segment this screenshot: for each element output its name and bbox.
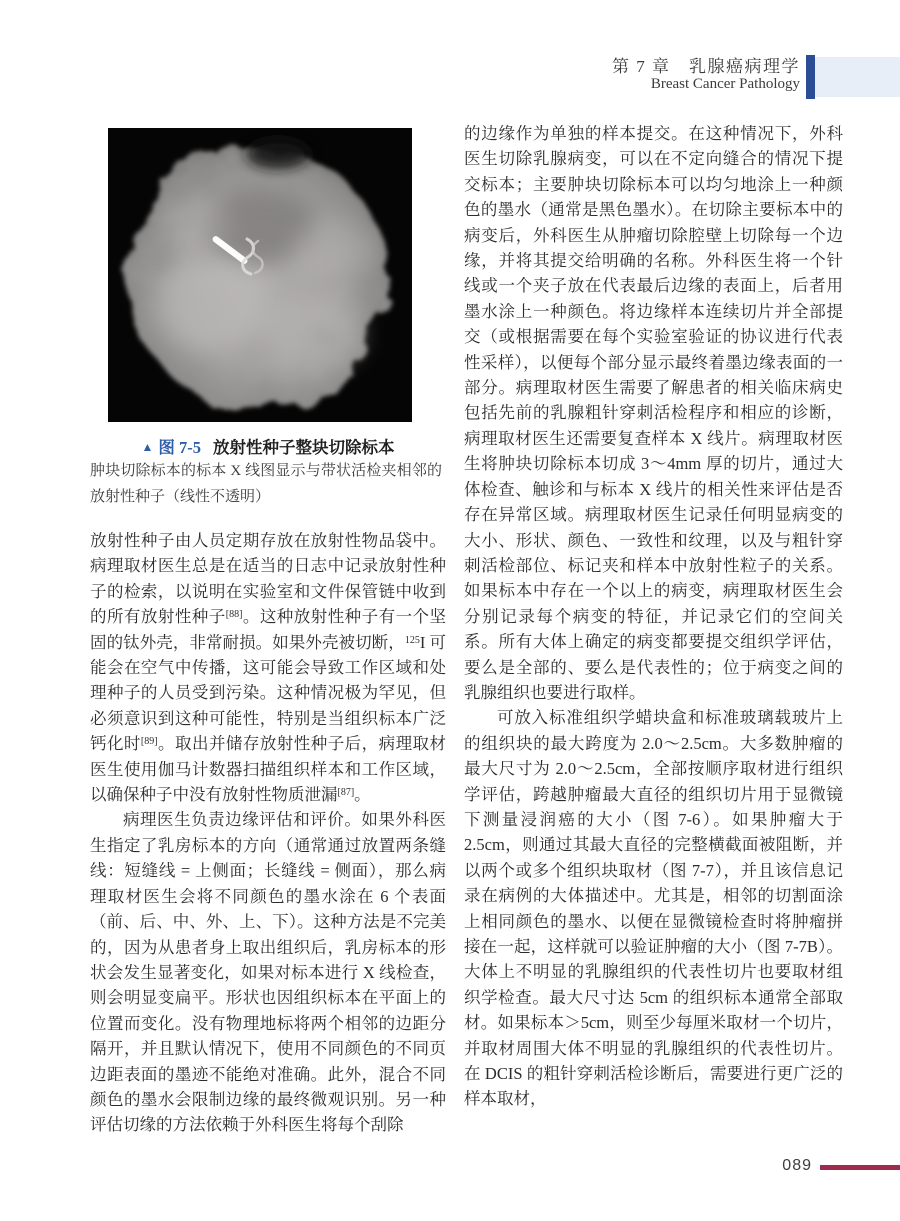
figure-title: 放射性种子整块切除标本 [213, 438, 395, 457]
figure-description: 肿块切除标本的标本 X 线图显示与带状活检夹相邻的放射性种子（线性不透明） [90, 463, 442, 505]
chapter-accent-bar [806, 55, 815, 99]
left-column [90, 528, 446, 1138]
superscript-reference: [87] [337, 787, 355, 799]
superscript-reference: [88] [225, 609, 243, 621]
specimen-xray-graphic [108, 128, 412, 422]
superscript-reference: [89] [140, 736, 158, 748]
figure-caption [90, 434, 446, 458]
paragraph: 可放入标准组织学蜡块盒和标准玻璃载玻片上的组织块的最大跨度为 2.0～2.5cm。大多数肿瘤的最大尺寸为 2.0～2.5cm，全部按顺序取材进行组织学评估，跨越肿瘤最大直径的组织切片用于显微镜下测量浸润癌的大小（图 7-6）。如果肿瘤大于 2.5cm，则通过其最大直径的完整横截面被阻断，并以两个或多个组织块取材（图 7-7），并且该信息记录在病例的大体描述中。尤其是，相邻的切割面涂上相同颜色的墨水、以便在显微镜检查时将肿瘤拼接在一起，这样就可以验证肿瘤的大小（图 7-7B）。大体上不明显的乳腺组织的代表性切片也要取材组织学检查。最大尺寸达 5cm 的组织标本通常全部取材。如果标本＞5cm，则至少每厘米取材一个切片，并取材周围大体不明显的乳腺组织的代表性切片。在 DCIS 的粗针穿刺活检诊断后，需要进行更广泛的样本取材， [464, 708, 843, 1109]
xray-bright-region-1 [155, 258, 267, 350]
footer-rule [820, 1165, 900, 1170]
caption-triangle-icon: ▲ [141, 440, 154, 454]
page-number: 089 [782, 1157, 812, 1174]
right-column [464, 121, 843, 1112]
xray-edge-notch [246, 139, 310, 169]
specimen-xray-image [108, 128, 412, 422]
figure-label: 图 7-5 [158, 438, 201, 457]
chapter-title-zh: 第 7 章 乳腺癌病理学 [612, 57, 800, 76]
chapter-title-en: Breast Cancer Pathology [650, 76, 800, 92]
chapter-accent-band [815, 57, 900, 97]
paragraph: 放射性种子由人员定期存放在放射性物品袋中。病理取材医生总是在适当的日志中记录放射性种子的检索，以说明在实验室和文件保管链中收到的所有放射性种子[88]。这种放射性种子有一个坚固的钛外壳，非常耐损。如果外壳被切断，$^{125}$I 可能会在空气中传播，这可能会导致工作区域和处理种子的人员受到污染。这种情况极为罕见，但必须意识到这种可能性，特别是当组织标本广泛钙化时[89]。取出并储存放射性种子后，病理取材医生使用伽马计数器扫描组织样本和工作区域，以确保种子中没有放射性物质泄漏[87]。 [90, 531, 447, 805]
paragraph: 病理医生负责边缘评估和评价。如果外科医生指定了乳房标本的方向（通常通过放置两条缝线：短缝线 = 上侧面；长缝线 = 侧面），那么病理取材医生会将不同颜色的墨水涂在 6 个表面（前、后、中、外、上、下）。这种方法是不完美的，因为从患者身上取出组织后，乳房标本的形状会发生显著变化，如果对标本进行 X 线检查，则会明显变扁平。形状也因组织标本在平面上的位置而变化。没有物理地标将两个相邻的边距分隔开，并且默认情况下，使用不同颜色的不同页边距表面的墨迹不能绝对准确。此外，混合不同颜色的墨水会限制边缘的最终微观识别。另一种评估切缘的方法依赖于外科医生将每个刮除 [90, 810, 446, 1135]
superscript-reference: 125 [404, 634, 420, 646]
xray-bright-region-3 [290, 220, 370, 280]
xray-bright-region-2 [264, 296, 364, 372]
paragraph: 的边缘作为单独的样本提交。在这种情况下，外科医生切除乳腺病变，可以在不定向缝合的情况下提交标本；主要肿块切除标本可以均匀地涂上一种颜色的墨水（通常是黑色墨水）。在切除主要标本中的病变后，外科医生从肿瘤切除腔壁上切除每一个边缘，并将其提交给明确的名称。外科医生将一个针线或一个夹子放在代表最后边缘的表面上，后者用墨水涂上一种颜色。将边缘样本连续切片并全部提交（或根据需要在每个实验室验证的协议进行代表性采样），以便每个部分显示最终着墨边缘表面的一部分。病理取材医生需要了解患者的相关临床病史包括先前的乳腺粗针穿刺活检程序和相应的诊断，病理取材医生还需要复查样本 X 线片。病理取材医生将肿块切除标本切成 3～4mm 厚的切片，通过大体检查、触诊和与标本 X 线片的相关性来评估是否存在异常区域。病理取材医生记录任何明显病变的大小、形状、颜色、一致性和纹理，以及与粗针穿刺活检部位、标记夹和样本中放射性粒子的关系。如果标本中存在一个以上的病变，病理取材医生会分别记录每个病变的特征，并记录它们的空间关系。所有大体上确定的病变都要提交组织学评估，要么是全部的、要么是代表性的；位于病变之间的乳腺组织也要进行取样。 [464, 124, 843, 702]
